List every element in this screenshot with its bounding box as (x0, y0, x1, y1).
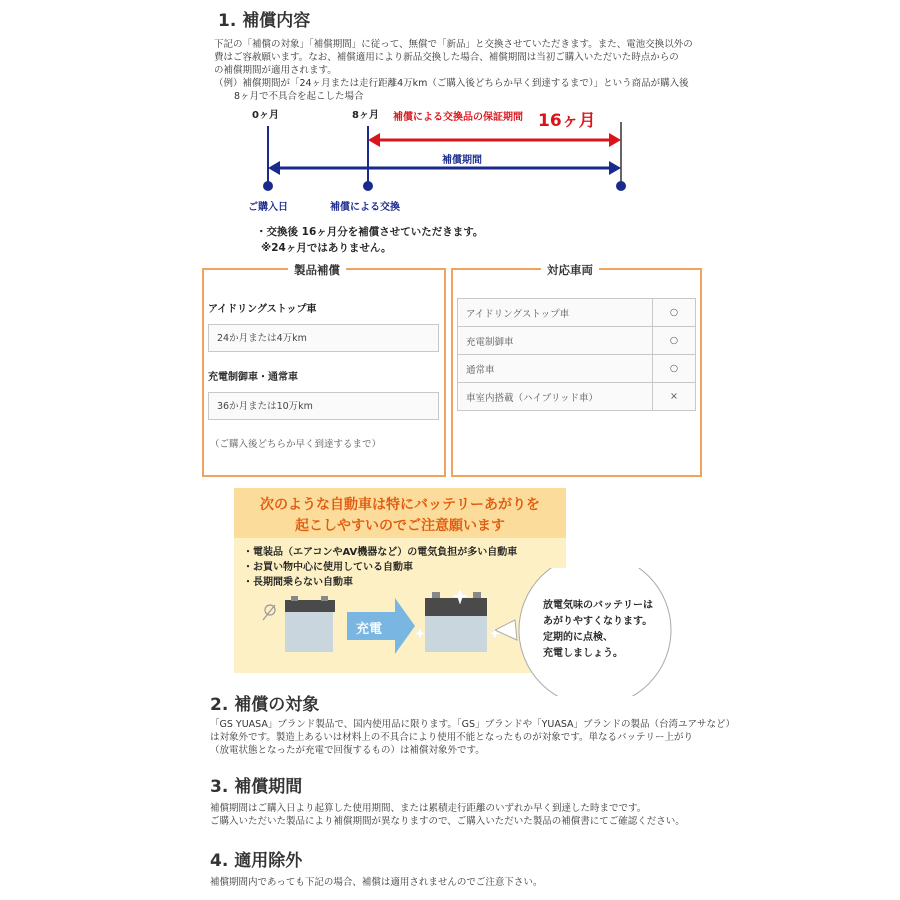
note-not-24: ※24ヶ月ではありません。 (261, 242, 392, 254)
vehicle-mark: ○ (653, 327, 696, 355)
table-row (458, 355, 696, 383)
charge-label: 充電 (356, 622, 383, 637)
intro-line: 下記の「補償の対象」「補償期間」に従って、無償で「新品」と交換させていただきます。また、電池交換以外の (214, 39, 693, 50)
intro-line: 8ヶ月で不具合を起こした場合 (234, 91, 364, 102)
discharged-battery-icon (285, 596, 335, 652)
table-row (458, 327, 696, 355)
section2-body (210, 718, 735, 757)
idling-heading: アイドリングストップ車 (208, 304, 317, 315)
bubble-line: 充電しましょう。 (543, 648, 623, 659)
dot-end (616, 181, 626, 191)
blue-arrow-left-head (268, 161, 280, 175)
note-16-months: ・交換後 16ヶ月分を補償させていただきます。 (256, 226, 484, 238)
list-item: ・長期間乗らない自動車 (243, 577, 353, 588)
table-row (458, 299, 696, 327)
exchange-label: 補償による交換 (330, 202, 400, 213)
red-arrow-left-head (368, 133, 380, 147)
charge-warranty-value: 36か月または10万km (208, 392, 439, 420)
vehicle-type: アイドリングストップ車 (458, 299, 653, 327)
table-row (458, 383, 696, 411)
blue-arrow-right-head (609, 161, 621, 175)
blue-period-label: 補償期間 (442, 155, 482, 166)
list-item: ・お買い物中心に使用している自動車 (243, 562, 413, 573)
section4-title: 4. 適用除外 (210, 851, 303, 871)
discharge-spark-icon (263, 605, 275, 620)
red-arrow-right-head (609, 133, 621, 147)
section1-title: 1. 補償内容 (218, 11, 311, 31)
warning-title-line: 起こしやすいのでご注意願います (295, 518, 505, 534)
vehicle-type: 充電制御車 (458, 327, 653, 355)
section1-intro (214, 38, 693, 103)
product-box-title: 製品補償 (288, 262, 346, 278)
timeline-label-0: 0ヶ月 (252, 110, 279, 121)
warning-title-line: 次のような自動車は特にバッテリーあがりを (260, 497, 540, 513)
body-line: （放電状態となったが充電で回復するもの）は補償対象外です。 (210, 745, 485, 756)
body-line: 補償期間はご購入日より起算した使用期間、または累積走行距離のいずれか早く到達した時までです。 (210, 803, 647, 814)
dot-exchange (363, 181, 373, 191)
dot-purchase (263, 181, 273, 191)
red-period-label: 補償による交換品の保証期間 (393, 112, 523, 123)
vehicle-mark: ○ (653, 355, 696, 383)
charged-battery-icon (425, 592, 487, 652)
intro-line: の補償期間が適用されます。 (214, 65, 337, 76)
body-line: ご購入いただいた製品により補償期間が異なりますので、ご購入いただいた製品の補償書にてご確認ください。 (210, 816, 685, 827)
product-footnote: （ご購入後どちらか早く到達するまで） (210, 439, 382, 450)
vehicle-type: 車室内搭載（ハイブリッド車） (458, 383, 653, 411)
idling-warranty-value: 24か月または4万km (208, 324, 439, 352)
vehicle-type: 通常車 (458, 355, 653, 383)
timeline-label-8: 8ヶ月 (352, 110, 379, 121)
section4-body: 補償期間内であっても下記の場合、補償は適用されませんのでご注意下さい。 (210, 877, 543, 888)
section3-title: 3. 補償期間 (210, 777, 303, 797)
section3-body (210, 802, 685, 828)
list-item: ・電装品（エアコンやAV機器など）の電気負担が多い自動車 (243, 547, 518, 558)
intro-line: 費はご容赦願います。なお、補償適用により新品交換した場合、補償期間は当初ご購入いただいた時点からの (214, 52, 679, 63)
bubble-line: 定期的に点検、 (543, 632, 613, 643)
body-line: は対象外です。製造上あるいは材料上の不具合により使用不能となったものが対象です。単なるバッテリー上がり (210, 732, 693, 743)
vehicle-table (457, 298, 696, 411)
red-period-value: 16ヶ月 (538, 111, 596, 131)
vehicle-box-title: 対応車両 (541, 262, 599, 278)
section2-title: 2. 補償の対象 (210, 695, 320, 715)
bubble-text (543, 598, 653, 662)
bubble-line: あがりやすくなります。 (543, 616, 653, 627)
purchase-date-label: ご購入日 (248, 202, 288, 213)
warning-list (243, 545, 517, 590)
warning-title (234, 495, 566, 537)
vehicle-mark: × (653, 383, 696, 411)
charge-heading: 充電制御車・通常車 (208, 372, 298, 383)
intro-line: （例）補償期間が「24ヶ月または走行距離4万km（ご購入後どちらか早く到達するまで）」という商品が購入後 (214, 78, 689, 89)
bubble-line: 放電気味のバッテリーは (543, 600, 653, 611)
vehicle-mark: ○ (653, 299, 696, 327)
body-line: 「GS YUASA」ブランド製品で、国内使用品に限ります。「GS」ブランドや「YUASA」ブランドの製品（台湾ユアサなど） (210, 719, 736, 730)
